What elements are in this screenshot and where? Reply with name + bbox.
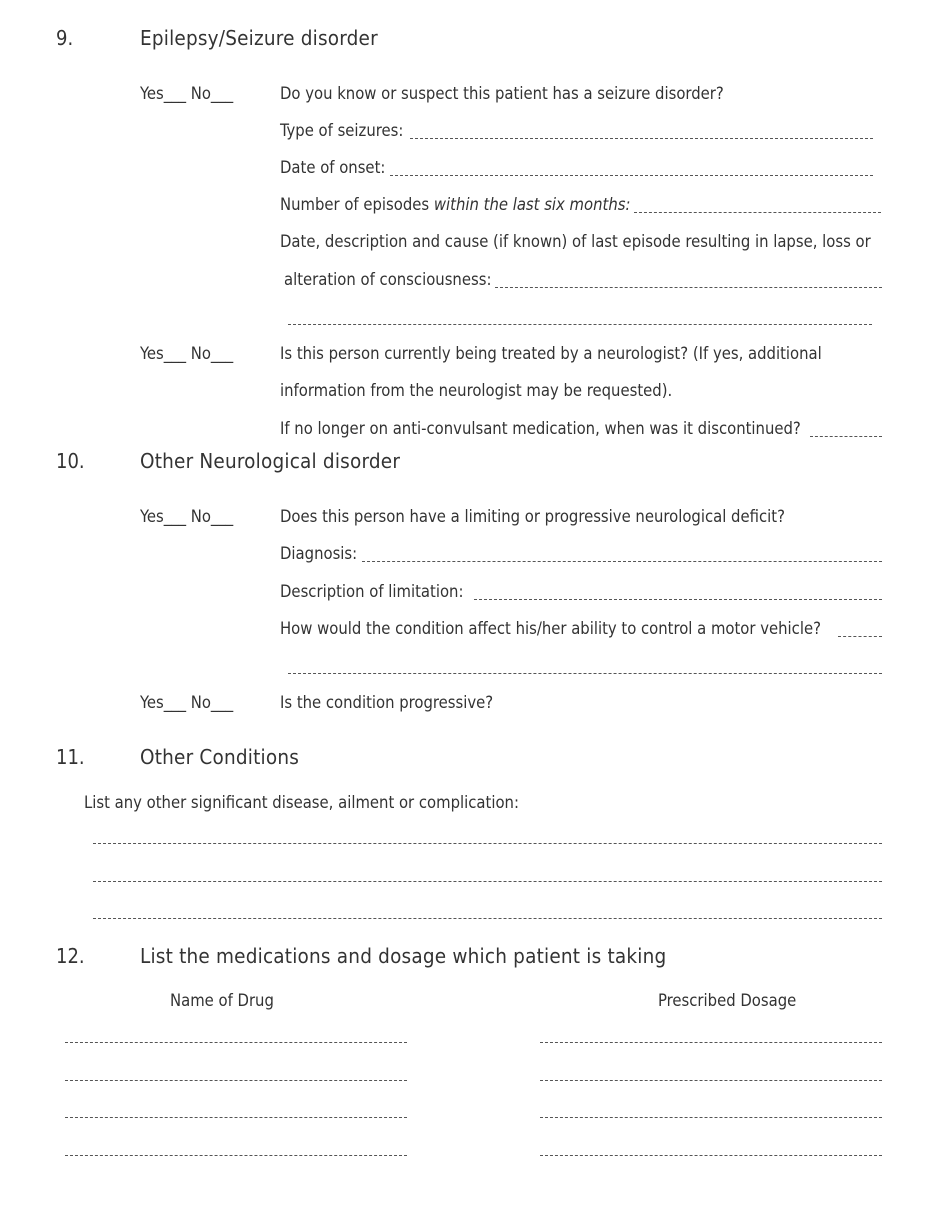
discontinued-field[interactable] [810, 436, 882, 437]
episodes-label-italic: within the last six months: [433, 195, 631, 214]
section-11-title: Other Conditions [140, 745, 300, 769]
limitation-label: Description of limitation: [280, 582, 464, 601]
dosage-field-2[interactable] [540, 1080, 882, 1081]
s10-q1-yes-no[interactable]: Yes___ No___ [140, 507, 234, 526]
s10-q2-yes-no[interactable]: Yes___ No___ [140, 693, 234, 712]
episodes-field[interactable] [634, 212, 881, 213]
section-12-title: List the medications and dosage which patient is taking [140, 944, 667, 968]
other-conditions-field-3[interactable] [93, 918, 882, 919]
last-episode-field-1[interactable] [495, 287, 882, 288]
s9-q1-question: Do you know or suspect this patient has a seizure disorder? [280, 84, 724, 103]
episodes-label-text: Number of episodes [280, 195, 430, 214]
other-conditions-field-1[interactable] [93, 843, 882, 844]
episodes-label [280, 195, 630, 215]
other-conditions-field-2[interactable] [93, 881, 882, 882]
section-10-title: Other Neurological disorder [140, 449, 401, 473]
section-12-number: 12. [56, 944, 85, 968]
s9-q1-yes-no[interactable]: Yes___ No___ [140, 84, 234, 103]
dosage-column-header: Prescribed Dosage [658, 991, 797, 1010]
drug-field-4[interactable] [65, 1155, 407, 1156]
motor-vehicle-field-1[interactable] [838, 636, 882, 637]
dosage-field-3[interactable] [540, 1117, 882, 1118]
onset-date-field[interactable] [390, 175, 873, 176]
drug-field-3[interactable] [65, 1117, 407, 1118]
motor-vehicle-field-2[interactable] [288, 673, 882, 674]
drug-field-2[interactable] [65, 1080, 407, 1081]
s9-q2-yes-no[interactable]: Yes___ No___ [140, 344, 234, 363]
drug-field-1[interactable] [65, 1042, 407, 1043]
section-10-number: 10. [56, 449, 85, 473]
discontinued-label: If no longer on anti-convulsant medication, when was it discontinued? [280, 419, 801, 438]
motor-vehicle-label: How would the condition affect his/her ability to control a motor vehicle? [280, 619, 821, 638]
last-episode-label-2: alteration of consciousness: [284, 270, 492, 289]
onset-date-label: Date of onset: [280, 158, 386, 177]
s10-q2-question: Is the condition progressive? [280, 693, 494, 712]
section-11-number: 11. [56, 745, 85, 769]
other-conditions-prompt: List any other significant disease, ailment or complication: [84, 793, 519, 812]
section-9-title: Epilepsy/Seizure disorder [140, 26, 378, 50]
last-episode-label-1: Date, description and cause (if known) of last episode resulting in lapse, loss or [280, 232, 871, 251]
s9-q2-question-1: Is this person currently being treated by a neurologist? (If yes, additional [280, 344, 822, 363]
diagnosis-field[interactable] [362, 561, 882, 562]
dosage-field-1[interactable] [540, 1042, 882, 1043]
limitation-field[interactable] [474, 599, 882, 600]
seizure-type-label: Type of seizures: [280, 121, 404, 140]
s10-q1-question: Does this person have a limiting or progressive neurological deficit? [280, 507, 785, 526]
diagnosis-label: Diagnosis: [280, 544, 358, 563]
section-9-number: 9. [56, 26, 74, 50]
last-episode-field-2[interactable] [288, 324, 872, 325]
s9-q2-question-2: information from the neurologist may be requested). [280, 381, 673, 400]
drug-column-header: Name of Drug [170, 991, 274, 1010]
seizure-type-field[interactable] [410, 138, 873, 139]
dosage-field-4[interactable] [540, 1155, 882, 1156]
